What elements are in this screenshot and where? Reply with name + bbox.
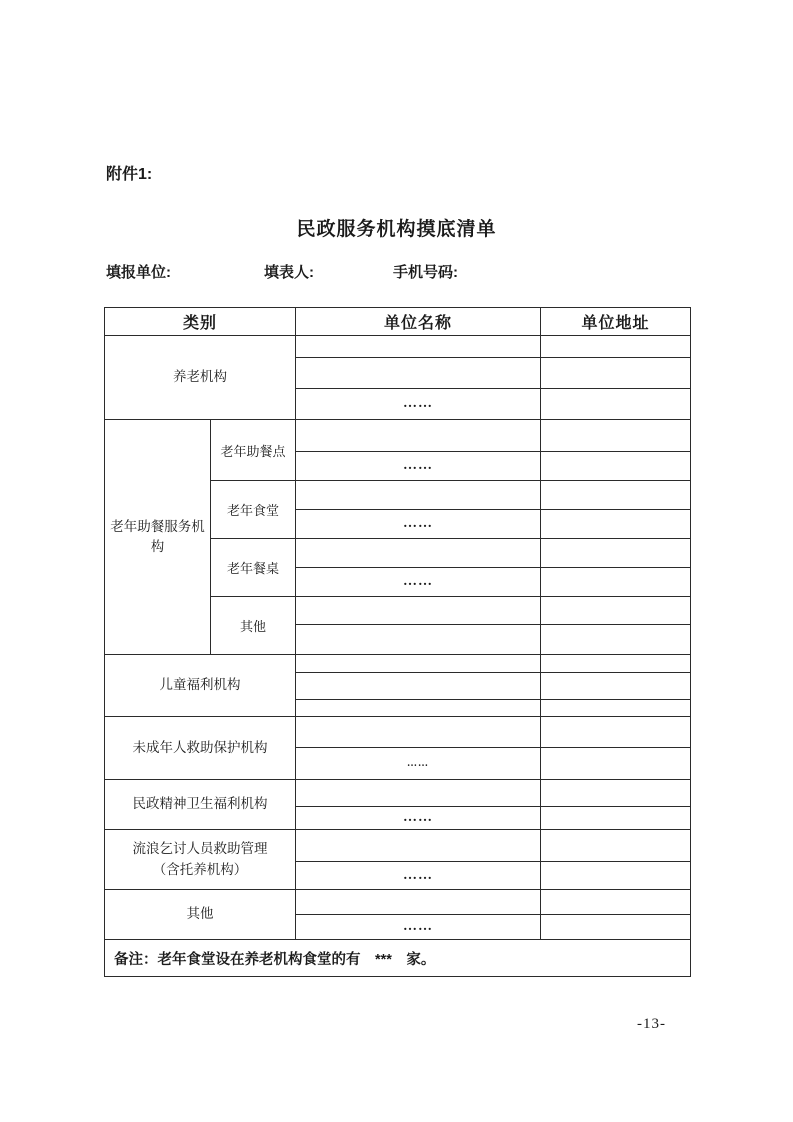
phone-number-label: 手机号码: bbox=[393, 264, 458, 281]
category-minor-protection: 未成年人救助保护机构 bbox=[105, 717, 296, 780]
unit-name-cell: …… bbox=[296, 568, 541, 597]
unit-address-cell bbox=[541, 510, 691, 539]
category-meal-service: 老年助餐服务机构 bbox=[105, 420, 211, 655]
unit-name-cell: …… bbox=[296, 748, 541, 780]
page-title: 民政服务机构摸底清单 bbox=[296, 219, 497, 240]
unit-name-cell bbox=[296, 673, 541, 700]
table-header-row bbox=[105, 308, 691, 336]
page-number: -13- bbox=[637, 1016, 666, 1032]
unit-address-cell bbox=[541, 539, 691, 568]
remark-text: 备注：老年食堂设在养老机构食堂的有 *** 家。 bbox=[105, 940, 691, 977]
unit-name-cell bbox=[296, 830, 541, 862]
unit-name-cell bbox=[296, 717, 541, 748]
unit-address-cell bbox=[541, 358, 691, 389]
unit-address-cell bbox=[541, 830, 691, 862]
unit-address-cell bbox=[541, 807, 691, 830]
header-unit-address: 单位地址 bbox=[541, 308, 691, 336]
category-vagrant-aid bbox=[105, 830, 296, 890]
unit-address-cell bbox=[541, 389, 691, 420]
unit-name-cell bbox=[296, 358, 541, 389]
unit-address-cell bbox=[541, 717, 691, 748]
unit-name-cell bbox=[296, 336, 541, 358]
table-row bbox=[105, 780, 691, 807]
unit-name-cell bbox=[296, 780, 541, 807]
unit-address-cell bbox=[541, 700, 691, 717]
unit-address-cell bbox=[541, 481, 691, 510]
category-vagrant-aid-line2: （含托养机构） bbox=[152, 861, 248, 877]
unit-name-cell bbox=[296, 655, 541, 673]
unit-address-cell bbox=[541, 568, 691, 597]
category-vagrant-aid-line1: 流浪乞讨人员救助管理 bbox=[132, 841, 268, 857]
reporting-unit-label: 填报单位: bbox=[106, 264, 171, 281]
subcategory-other: 其他 bbox=[211, 597, 296, 655]
table-row bbox=[105, 420, 691, 452]
unit-name-cell bbox=[296, 625, 541, 655]
subcategory-meal-point: 老年助餐点 bbox=[211, 420, 296, 481]
survey-table bbox=[104, 307, 691, 977]
unit-address-cell bbox=[541, 748, 691, 780]
unit-address-cell bbox=[541, 336, 691, 358]
unit-address-cell bbox=[541, 780, 691, 807]
unit-address-cell bbox=[541, 915, 691, 940]
unit-name-cell: …… bbox=[296, 862, 541, 890]
unit-name-cell: …… bbox=[296, 915, 541, 940]
attachment-label: 附件1: bbox=[106, 166, 153, 183]
category-child-welfare: 儿童福利机构 bbox=[105, 655, 296, 717]
unit-address-cell bbox=[541, 420, 691, 452]
unit-address-cell bbox=[541, 673, 691, 700]
subcategory-canteen: 老年食堂 bbox=[211, 481, 296, 539]
unit-name-cell bbox=[296, 420, 541, 452]
unit-name-cell bbox=[296, 481, 541, 510]
unit-name-cell: …… bbox=[296, 807, 541, 830]
header-unit-name: 单位名称 bbox=[296, 308, 541, 336]
unit-name-cell bbox=[296, 700, 541, 717]
unit-address-cell bbox=[541, 625, 691, 655]
category-other: 其他 bbox=[105, 890, 296, 940]
table-row bbox=[105, 717, 691, 748]
unit-address-cell bbox=[541, 452, 691, 481]
unit-address-cell bbox=[541, 862, 691, 890]
table-row bbox=[105, 890, 691, 915]
remark-row bbox=[105, 940, 691, 977]
unit-name-cell bbox=[296, 539, 541, 568]
table-row bbox=[105, 655, 691, 673]
table-row bbox=[105, 336, 691, 358]
unit-name-cell: …… bbox=[296, 452, 541, 481]
table-row bbox=[105, 830, 691, 862]
category-mental-health: 民政精神卫生福利机构 bbox=[105, 780, 296, 830]
unit-name-cell: …… bbox=[296, 389, 541, 420]
header-category: 类别 bbox=[105, 308, 296, 336]
unit-name-cell bbox=[296, 597, 541, 625]
unit-name-cell bbox=[296, 890, 541, 915]
subcategory-dining-table: 老年餐桌 bbox=[211, 539, 296, 597]
form-filler-label: 填表人: bbox=[264, 264, 314, 281]
unit-address-cell bbox=[541, 597, 691, 625]
unit-name-cell: …… bbox=[296, 510, 541, 539]
unit-address-cell bbox=[541, 890, 691, 915]
unit-address-cell bbox=[541, 655, 691, 673]
category-elderly-care: 养老机构 bbox=[105, 336, 296, 420]
